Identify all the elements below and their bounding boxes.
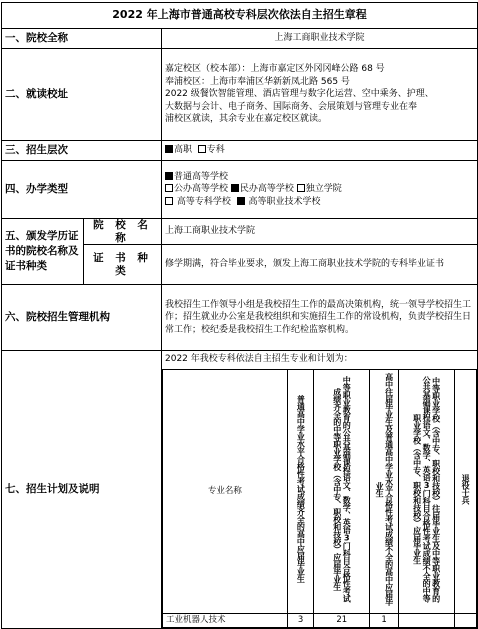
plan-row-c1: 3: [287, 613, 314, 627]
checked-box-icon: [237, 197, 245, 205]
section-5-label: 五、颁发学历证书的院校名称及证书种类: [2, 219, 84, 285]
type-regular-hei: 普通高等学校: [174, 171, 229, 182]
certificate-school-name: 上海工商职业技术学院: [162, 219, 478, 245]
type-public: 公办高等学校: [174, 184, 229, 195]
plan-intro: 2022 年我校专科依法自主招生专业和计划为：: [165, 354, 353, 365]
admission-level: [162, 141, 478, 161]
level-option-higher-vocational: 高职: [174, 145, 193, 156]
certificate-type: 修学期满，符合毕业要求，颁发上海工商职业技术学院的专科毕业证书: [162, 245, 478, 285]
document-title: 2022 年上海市普通高校专科层次依法自主招生章程: [2, 3, 478, 29]
unchecked-box-icon: [165, 197, 173, 205]
header-col3: 高中往届毕业生及普通高中学业水平合格性考试成绩不全的高中应届毕业生: [370, 370, 399, 614]
type-independent: 独立学院: [305, 184, 342, 195]
plan-row-c4: [399, 613, 455, 627]
level-option-junior-college: 专科: [206, 145, 225, 156]
school-full-name: 上海工商职业技术学院: [162, 29, 478, 49]
section-6-label: 六、院校招生管理机构: [2, 285, 162, 351]
admission-management: 我校招生工作领导小组是我校招生工作的最高决策机构，统一领导学校招生工作；招生就业办公室是我校组织和实施招生工作的常设机构，负责学校招生日常工作；校纪委是我校招生工作纪检监察机构。: [162, 285, 478, 351]
plan-row-c3: 1: [370, 613, 399, 627]
charter-table: [1, 2, 478, 629]
type-vocational: 高等职业技术学校: [248, 196, 321, 207]
section-2-label: 二、就读校址: [2, 49, 162, 141]
plan-table: [162, 369, 477, 628]
plan-row-major: 工业机器人技术: [163, 613, 288, 627]
checked-box-icon: [165, 172, 173, 180]
campus-line: 2022 级餐饮智能管理、酒店管理与数字化运营、空中乘务、护理、: [165, 89, 434, 100]
header-col2: 中等职业教育的公共基础课程语文、数学、英语3门科目合格性考试成绩齐全的中等职业学校（含中专、职校和技校）应届毕业生: [314, 370, 370, 614]
plan-row-c2: 21: [314, 613, 370, 627]
campus-line: 大数据与会计、电子商务、国际商务、会展策划与管理专业在奉: [165, 101, 418, 112]
school-name-label: 院 校 名 称: [84, 219, 162, 245]
unchecked-box-icon: [297, 184, 305, 192]
campus-line: 浦校区就读，其余专业在嘉定校区就读。: [165, 114, 328, 125]
school-type: [162, 161, 478, 219]
section-7-label: 七、招生计划及说明: [2, 351, 162, 629]
header-col1: 普通高中学业水平合格性考试成绩齐全的高中应届毕业生: [287, 370, 314, 614]
unchecked-box-icon: [165, 184, 173, 192]
section-1-label: 一、院校全称: [2, 29, 162, 49]
header-col4: 中等职业学校（含中专、职校和技校）往届毕业生及中等职业教育的公共基础课程语文、数学、英语3门科目合格性考试成绩不全的中等职业学校（含中专、职校和技校）应届毕业生: [399, 370, 455, 614]
campus-line: 嘉定校区（校本部）：上海市嘉定区外冈冈峰公路 68 号: [165, 64, 385, 75]
header-major: 专业名称: [163, 370, 288, 614]
section-3-label: 三、招生层次: [2, 141, 162, 161]
campus-address: [162, 49, 478, 141]
campus-line: 奉浦校区：上海市奉浦区华新新凤北路 565 号: [165, 76, 350, 87]
checked-box-icon: [165, 145, 173, 153]
checked-box-icon: [231, 184, 239, 192]
section-4-label: 四、办学类型: [2, 161, 162, 219]
plan-row-c5: [454, 613, 476, 627]
type-junior-college: 高等专科学校: [176, 196, 231, 207]
certificate-type-label: 证 书 种 类: [84, 245, 162, 285]
unchecked-box-icon: [198, 145, 206, 153]
header-col5: 退役士兵: [454, 370, 476, 614]
type-private: 民办高等学校: [239, 184, 294, 195]
admission-plan: [162, 351, 478, 629]
